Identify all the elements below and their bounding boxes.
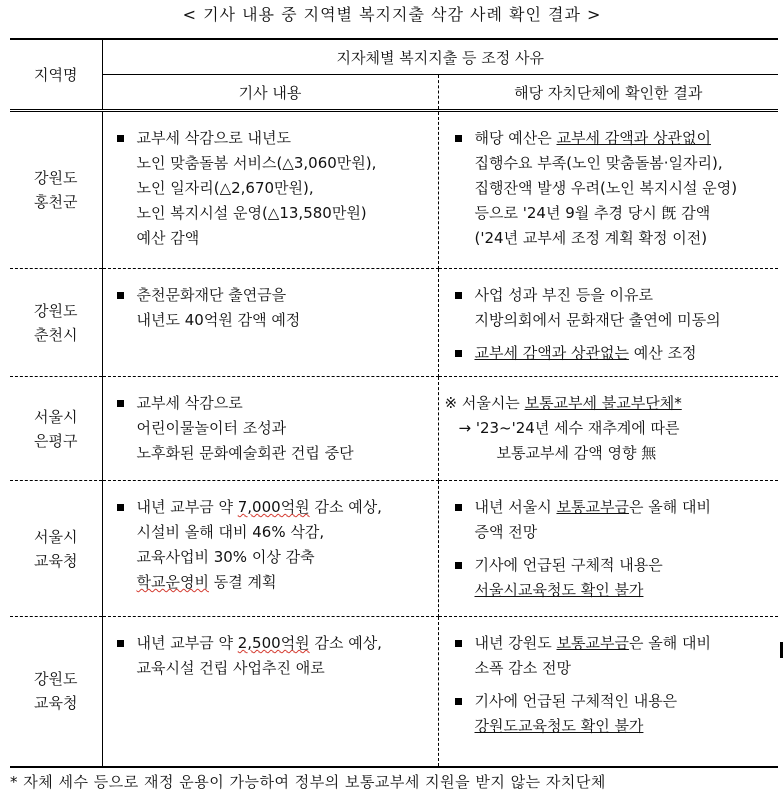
square-bullet-icon bbox=[455, 640, 462, 647]
region-cell bbox=[10, 111, 102, 269]
note-line: 보통교부세 감액 영향 無 bbox=[496, 444, 657, 462]
square-bullet-icon bbox=[117, 292, 124, 299]
bullet-item: 내년 교부금 약 7,000억원 감소 예상, 시설비 올해 대비 46% 삭감, 교육사업비 30% 이상 감축 학교운영비 동결 계획 bbox=[111, 495, 434, 595]
result-cell bbox=[438, 111, 778, 269]
welfare-cut-table bbox=[10, 38, 778, 768]
bullet-item: 교부세 삭감으로 어린이물놀이터 조성과 노후화된 문화예술회관 건립 중단 bbox=[111, 391, 434, 466]
underlined-text: 강원도교육청도 확인 불가 bbox=[474, 717, 644, 735]
footnote: * 자체 세수 등으로 재정 운용이 가능하여 정부의 보통교부세 지원을 받지 않는 자치단체 bbox=[10, 773, 606, 791]
spellcheck-marked-text: 2,500억원 bbox=[237, 634, 310, 652]
region-cell bbox=[10, 481, 102, 617]
spellcheck-marked-text: 학교운영비 bbox=[136, 573, 209, 591]
bullet-item: 기사에 언급된 구체적인 내용은 강원도교육청도 확인 불가 bbox=[449, 689, 777, 739]
bullet-item: 춘천문화재단 출연금을 내년도 40억원 감액 예정 bbox=[111, 283, 434, 333]
square-bullet-icon bbox=[455, 562, 462, 569]
bullet-item: 교부세 감액과 상관없는 예산 조정 bbox=[449, 341, 777, 366]
bullet-item: 내년 강원도 보통교부금은 올해 대비 소폭 감소 전망 bbox=[449, 631, 777, 681]
document-title: < 기사 내용 중 지역별 복지지출 삭감 사례 확인 결과 > bbox=[182, 5, 602, 24]
bullet-item: 기사에 언급된 구체적 내용은 서울시교육청도 확인 불가 bbox=[449, 553, 777, 603]
table-row bbox=[10, 269, 778, 377]
square-bullet-icon bbox=[117, 504, 124, 511]
article-cell bbox=[102, 111, 438, 269]
square-bullet-icon bbox=[117, 135, 124, 142]
region-subname: 교육청 bbox=[34, 551, 78, 570]
bullet-item: 내년 서울시 보통교부금은 올해 대비 증액 전망 bbox=[449, 495, 777, 545]
square-bullet-icon bbox=[455, 135, 462, 142]
article-cell bbox=[102, 269, 438, 377]
square-bullet-icon bbox=[455, 350, 462, 357]
spellcheck-marked-text: 7,000억원 bbox=[237, 498, 310, 516]
result-cell bbox=[438, 377, 778, 481]
region-name: 강원도 bbox=[34, 169, 78, 187]
text-cursor-marker bbox=[780, 642, 783, 658]
underlined-text: 교부세 감액과 상관없이 bbox=[556, 129, 711, 147]
header-group: 지자체별 복지지출 등 조정 사유 bbox=[102, 39, 778, 75]
note-line: → '23~'24년 세수 재추계에 따른 bbox=[458, 419, 680, 437]
article-cell bbox=[102, 377, 438, 481]
header-article: 기사 내용 bbox=[102, 75, 438, 111]
region-subname: 교육청 bbox=[34, 694, 78, 713]
region-name: 서울시 bbox=[34, 407, 78, 426]
square-bullet-icon bbox=[455, 504, 462, 511]
underlined-text: 보통교부세 불교부단체* bbox=[524, 394, 682, 412]
underlined-text: 보통교부금 bbox=[556, 634, 629, 652]
region-name: 강원도 bbox=[34, 670, 78, 689]
header-region: 지역명 bbox=[10, 39, 102, 111]
region-cell bbox=[10, 617, 102, 767]
region-subname: 춘천시 bbox=[34, 325, 78, 344]
region-cell bbox=[10, 377, 102, 481]
underlined-text: 서울시교육청도 확인 불가 bbox=[474, 581, 644, 599]
bullet-item: 내년 교부금 약 2,500억원 감소 예상, 교육시설 건립 사업추진 애로 bbox=[111, 631, 434, 681]
table-row bbox=[10, 111, 778, 269]
article-cell bbox=[102, 481, 438, 617]
region-name: 서울시 bbox=[34, 527, 78, 546]
bullet-item: 교부세 삭감으로 내년도 노인 맞춤돌봄 서비스(△3,060만원), 노인 일자리(△2,670만원), 노인 복지시설 운영(△13,580만원) 예산 감액 bbox=[111, 126, 434, 251]
result-cell bbox=[438, 617, 778, 767]
region-cell bbox=[10, 269, 102, 377]
bullet-item: 사업 성과 부진 등을 이유로 지방의회에서 문화재단 출연에 미동의 bbox=[449, 283, 777, 333]
note-line: ※ 서울시는 보통교부세 불교부단체* bbox=[444, 394, 682, 412]
table-row bbox=[10, 617, 778, 767]
square-bullet-icon bbox=[117, 640, 124, 647]
bullet-item: 해당 예산은 교부세 감액과 상관없이 집행수요 부족(노인 맞춤돌봄·일자리), 집행잔액 발생 우려(노인 복지시설 운영) 등으로 '24년 9월 추경 당시 旣 감액 ('24년 교부세 조정 계획 확정 이전) bbox=[449, 126, 777, 251]
square-bullet-icon bbox=[455, 698, 462, 705]
region-name: 강원도 bbox=[34, 301, 78, 320]
underlined-text: 보통교부금 bbox=[556, 498, 629, 516]
square-bullet-icon bbox=[455, 292, 462, 299]
header-result: 해당 자치단체에 확인한 결과 bbox=[438, 75, 778, 111]
square-bullet-icon bbox=[117, 400, 124, 407]
region-subname: 홍천군 bbox=[34, 193, 78, 211]
result-cell bbox=[438, 481, 778, 617]
underlined-text: 교부세 감액과 상관없는 bbox=[474, 344, 629, 362]
article-cell bbox=[102, 617, 438, 767]
table-row bbox=[10, 377, 778, 481]
result-cell bbox=[438, 269, 778, 377]
table-row bbox=[10, 481, 778, 617]
region-subname: 은평구 bbox=[34, 431, 78, 450]
